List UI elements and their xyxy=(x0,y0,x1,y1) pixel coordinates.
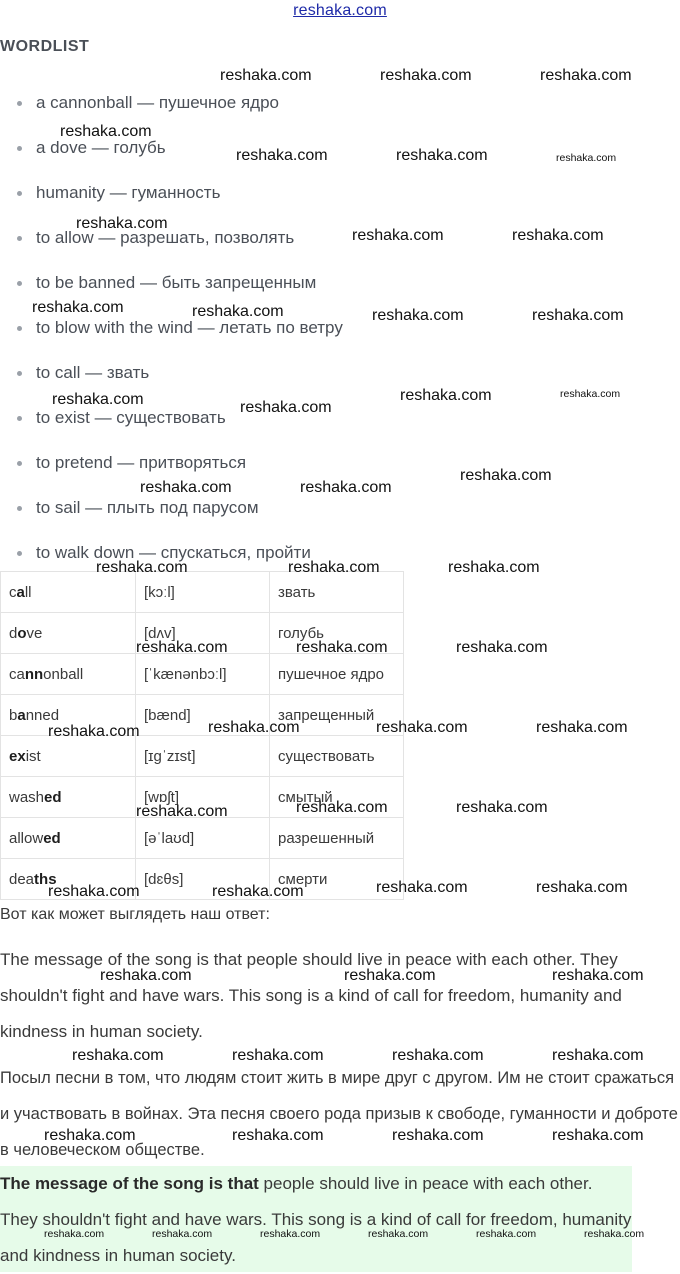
watermark: reshaka.com xyxy=(136,639,228,656)
transcription-cell: [dɛθs] xyxy=(136,859,270,900)
watermark: reshaka.com xyxy=(540,67,632,84)
watermark: reshaka.com xyxy=(536,879,628,896)
bullet-icon xyxy=(17,461,22,466)
answer-english-paragraph: The message of the song is that people should live in peace with each other. They shouldn't fight and have wars. This song is a kind of call for freedom, humanity and kindness in human society. xyxy=(0,950,622,1041)
word-cell: exist xyxy=(1,736,136,777)
translation-cell: существовать xyxy=(270,736,404,777)
list-item xyxy=(0,407,680,452)
bullet-icon xyxy=(17,506,22,511)
watermark: reshaka.com xyxy=(560,388,621,400)
watermark: reshaka.com xyxy=(456,799,548,816)
watermark: reshaka.com xyxy=(52,391,144,408)
bullet-icon xyxy=(17,191,22,196)
highlighted-answer xyxy=(0,1166,632,1272)
watermark: reshaka.com xyxy=(400,387,492,404)
watermark: reshaka.com xyxy=(584,1228,645,1240)
watermark: reshaka.com xyxy=(460,467,552,484)
watermark: reshaka.com xyxy=(288,559,380,576)
bullet-icon xyxy=(17,281,22,286)
translation-cell: разрешенный xyxy=(270,818,404,859)
watermark: reshaka.com xyxy=(260,1228,321,1240)
watermark: reshaka.com xyxy=(240,399,332,416)
list-item-text: to exist — существовать xyxy=(36,408,226,427)
watermark: reshaka.com xyxy=(232,1127,324,1144)
watermark: reshaka.com xyxy=(372,307,464,324)
watermark: reshaka.com xyxy=(392,1047,484,1064)
table-row xyxy=(1,818,404,859)
wordlist xyxy=(0,92,680,587)
watermark: reshaka.com xyxy=(376,719,468,736)
highlighted-answer-text xyxy=(0,1166,632,1274)
watermark: reshaka.com xyxy=(448,559,540,576)
watermark: reshaka.com xyxy=(212,883,304,900)
transcription-cell: [kɔːl] xyxy=(136,572,270,613)
wordlist-title: WORDLIST xyxy=(0,38,90,55)
bullet-icon xyxy=(17,551,22,556)
bullet-icon xyxy=(17,371,22,376)
table-row xyxy=(1,654,404,695)
watermark: reshaka.com xyxy=(232,1047,324,1064)
word-cell: banned xyxy=(1,695,136,736)
watermark: reshaka.com xyxy=(300,479,392,496)
watermark: reshaka.com xyxy=(512,227,604,244)
watermark: reshaka.com xyxy=(536,719,628,736)
transcription-cell: [əˈlaʊd] xyxy=(136,818,270,859)
bullet-icon xyxy=(17,101,22,106)
watermark: reshaka.com xyxy=(476,1228,537,1240)
watermark: reshaka.com xyxy=(136,803,228,820)
watermark: reshaka.com xyxy=(552,1127,644,1144)
watermark: reshaka.com xyxy=(208,719,300,736)
highlighted-answer-bold: The message of the song is that xyxy=(0,1174,259,1193)
list-item xyxy=(0,497,680,542)
watermark: reshaka.com xyxy=(344,967,436,984)
watermark: reshaka.com xyxy=(368,1228,429,1240)
list-item-text: to walk down — спускаться, пройти xyxy=(36,543,311,562)
list-item-text: to sail — плыть под парусом xyxy=(36,498,259,517)
watermark: reshaka.com xyxy=(192,303,284,320)
site-link[interactable]: reshaka.com xyxy=(293,2,387,19)
watermark: reshaka.com xyxy=(48,883,140,900)
word-cell: cannonball xyxy=(1,654,136,695)
highlighted-answer-rest: people should live in peace with each other. They shouldn't fight and have wars. This song is a kind of call for freedom, humanity and kindness in human society. xyxy=(0,1174,632,1265)
watermark: reshaka.com xyxy=(552,1047,644,1064)
table-row xyxy=(1,572,404,613)
word-cell: deaths xyxy=(1,859,136,900)
bullet-icon xyxy=(17,236,22,241)
list-item-text: a dove — голубь xyxy=(36,138,166,157)
watermark: reshaka.com xyxy=(152,1228,213,1240)
watermark: reshaka.com xyxy=(456,639,548,656)
list-item-text: to call — звать xyxy=(36,363,150,382)
transcription-cell: [ˈkænənbɔːl] xyxy=(136,654,270,695)
watermark: reshaka.com xyxy=(32,299,124,316)
transcription-cell: [bænd] xyxy=(136,695,270,736)
list-item-text: to be banned — быть запрещенным xyxy=(36,273,317,292)
transcription-cell: [ɪɡˈzɪst] xyxy=(136,736,270,777)
watermark: reshaka.com xyxy=(96,559,188,576)
watermark: reshaka.com xyxy=(140,479,232,496)
list-item-text: to allow — разрешать, позволять xyxy=(36,228,295,247)
watermark: reshaka.com xyxy=(532,307,624,324)
translation-cell: смытый xyxy=(270,777,404,818)
list-item-text: humanity — гуманность xyxy=(36,183,221,202)
word-cell: dove xyxy=(1,613,136,654)
bullet-icon xyxy=(17,146,22,151)
word-cell: washed xyxy=(1,777,136,818)
list-item-text: a cannonball — пушечное ядро xyxy=(36,93,280,112)
answer-russian-paragraph: Посыл песни в том, что людям стоит жить в мире друг с другом. Им не стоит сражаться и участвовать в войнах. Эта песня своего рода призыв к свободе, гуманности и доброте в человеческом обществе. xyxy=(0,1069,678,1159)
watermark: reshaka.com xyxy=(296,799,388,816)
table-row xyxy=(1,736,404,777)
watermark: reshaka.com xyxy=(236,147,328,164)
watermark: reshaka.com xyxy=(100,967,192,984)
watermark: reshaka.com xyxy=(376,879,468,896)
watermark: reshaka.com xyxy=(76,215,168,232)
word-cell: allowed xyxy=(1,818,136,859)
bullet-icon xyxy=(17,326,22,331)
watermark: reshaka.com xyxy=(392,1127,484,1144)
watermark: reshaka.com xyxy=(296,639,388,656)
watermark: reshaka.com xyxy=(556,152,617,164)
transcription-cell: [dʌv] xyxy=(136,613,270,654)
watermark: reshaka.com xyxy=(396,147,488,164)
watermark: reshaka.com xyxy=(72,1047,164,1064)
list-item-text: to blow with the wind — летать по ветру xyxy=(36,318,343,337)
translation-cell: пушечное ядро xyxy=(270,654,404,695)
watermark: reshaka.com xyxy=(552,967,644,984)
watermark: reshaka.com xyxy=(44,1228,105,1240)
list-item-text: to pretend — притворяться xyxy=(36,453,247,472)
translation-cell: голубь xyxy=(270,613,404,654)
translation-cell: смерти xyxy=(270,859,404,900)
watermark: reshaka.com xyxy=(48,723,140,740)
watermark: reshaka.com xyxy=(60,123,152,140)
answer-intro: Вот как может выглядеть наш ответ: xyxy=(0,906,270,923)
watermark: reshaka.com xyxy=(220,67,312,84)
transcription-cell: [wɒʃt] xyxy=(136,777,270,818)
watermark: reshaka.com xyxy=(44,1127,136,1144)
translation-cell: запрещенный xyxy=(270,695,404,736)
word-cell: call xyxy=(1,572,136,613)
watermark: reshaka.com xyxy=(380,67,472,84)
translation-cell: звать xyxy=(270,572,404,613)
watermark: reshaka.com xyxy=(352,227,444,244)
bullet-icon xyxy=(17,416,22,421)
